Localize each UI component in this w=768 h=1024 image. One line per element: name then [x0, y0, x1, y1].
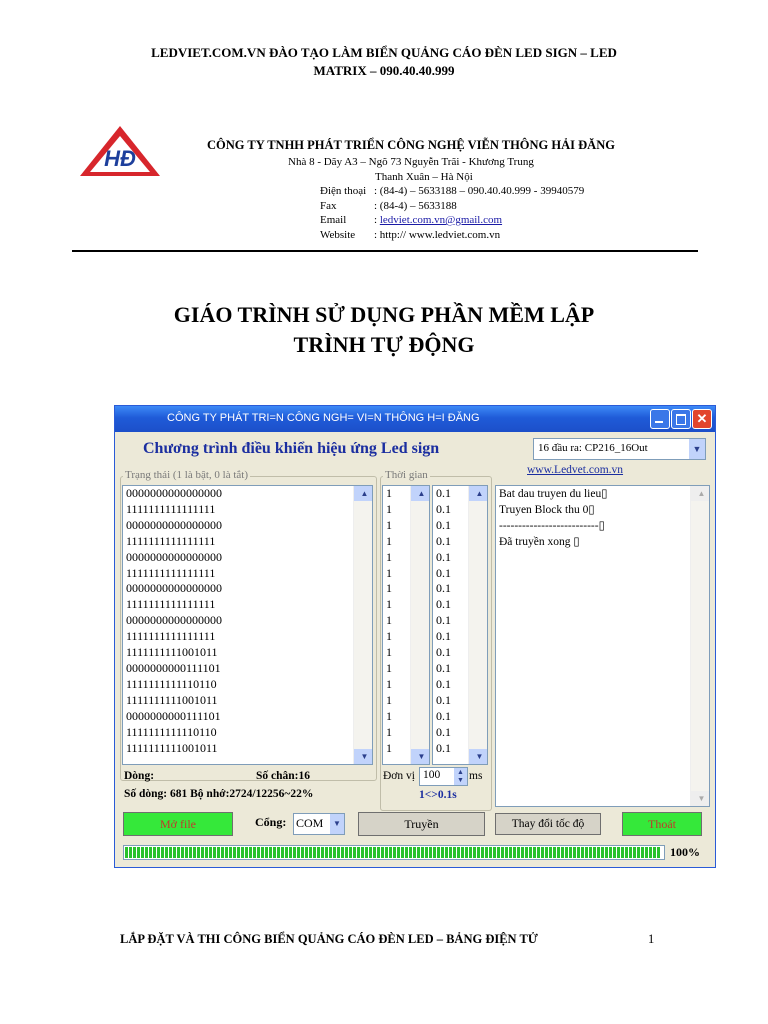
- document-title: [60, 300, 708, 360]
- count-scrollbar[interactable]: [410, 486, 429, 764]
- time-value-row[interactable]: 0.1: [436, 565, 451, 580]
- log-line[interactable]: Đã truyền xong ▯: [499, 536, 580, 548]
- website-label: Website: [320, 229, 356, 241]
- company-logo: [80, 126, 160, 176]
- state-row[interactable]: 1111111111111111: [126, 533, 216, 548]
- state-row[interactable]: 1111111111111111: [126, 629, 216, 644]
- document-title-line-1: GIÁO TRÌNH SỬ DỤNG PHẦN MỀM LẬP: [173, 302, 595, 327]
- email-sep: :: [374, 214, 380, 226]
- time-value-row[interactable]: 0.1: [436, 581, 451, 596]
- window-title: CÔNG TY PHÁT TRI=N CÔNG NGH= VI=N THÔNG H=I ĐĂNG: [167, 412, 480, 424]
- log-scrollbar[interactable]: [690, 486, 709, 806]
- log-line[interactable]: Bat dau truyen du lieu▯: [499, 488, 608, 500]
- line-label: Dòng:: [124, 770, 155, 782]
- state-row[interactable]: 1111111111110110: [126, 676, 217, 691]
- time-value-row[interactable]: 0.1: [436, 501, 451, 516]
- unit-label: Đơn vị: [383, 770, 415, 782]
- state-row[interactable]: 0000000000000000: [126, 549, 222, 564]
- time-value-row[interactable]: 0.1: [436, 740, 451, 755]
- spinner-icon[interactable]: ▲ ▼: [454, 768, 467, 785]
- header-line-1: LEDVIET.COM.VN ĐÀO TẠO LÀM BIỂN QUẢNG CÁO ĐÈN LED SIGN – LED: [151, 45, 617, 60]
- open-file-button[interactable]: Mở file: [123, 812, 233, 836]
- log-list[interactable]: [495, 485, 710, 807]
- state-row[interactable]: 1111111111001011: [126, 645, 218, 660]
- chevron-down-icon[interactable]: ▼: [330, 814, 344, 834]
- time-value-row[interactable]: 0.1: [436, 692, 451, 707]
- state-row[interactable]: 0000000000000000: [126, 517, 222, 532]
- time-count-row[interactable]: 1: [386, 486, 392, 500]
- company-address-2: Thanh Xuân – Hà Nội: [375, 171, 473, 183]
- time-count-row[interactable]: 1: [386, 517, 392, 532]
- fax-row: [320, 199, 457, 214]
- time-count-row[interactable]: 1: [386, 645, 392, 660]
- time-value-row[interactable]: 0.1: [436, 708, 451, 723]
- memory-status: Số dòng: 681 Bộ nhớ:2724/12256~22%: [124, 788, 314, 800]
- scroll-down-icon[interactable]: ▼: [469, 749, 487, 764]
- state-row[interactable]: 1111111111001011: [126, 740, 218, 755]
- website-link[interactable]: www.Ledvet.com.vn: [527, 464, 624, 476]
- time-value-row[interactable]: 0.1: [436, 517, 451, 532]
- log-line[interactable]: --------------------------▯: [499, 520, 605, 532]
- time-value-row[interactable]: 0.1: [436, 597, 451, 612]
- time-scrollbar[interactable]: [468, 486, 487, 764]
- scroll-down-icon[interactable]: ▼: [691, 791, 709, 806]
- time-count-row[interactable]: 1: [386, 740, 392, 755]
- time-count-row[interactable]: 1: [386, 629, 392, 644]
- time-value-row[interactable]: 0.1: [436, 645, 451, 660]
- unit-input-value: 100: [423, 769, 441, 781]
- company-address-1: Nhà 8 - Dãy A3 – Ngõ 73 Nguyễn Trãi - Khương Trung: [288, 156, 534, 168]
- phone-row: [320, 184, 584, 199]
- time-value-list[interactable]: [432, 485, 488, 765]
- time-count-row[interactable]: 1: [386, 581, 392, 596]
- scroll-up-icon[interactable]: ▲: [691, 486, 709, 501]
- state-row[interactable]: 0000000000000000: [126, 486, 222, 500]
- page-number: 1: [648, 932, 655, 946]
- time-value-row[interactable]: 0.1: [436, 724, 451, 739]
- email-label: Email: [320, 214, 347, 226]
- website-row: [320, 228, 500, 243]
- time-value-row[interactable]: 0.1: [436, 533, 451, 548]
- window-body: [117, 434, 713, 865]
- scroll-up-icon[interactable]: ▲: [469, 486, 487, 501]
- state-group-label: Trạng thái (1 là bật, 0 là tắt): [125, 469, 249, 481]
- time-value-row[interactable]: 0.1: [436, 549, 451, 564]
- app-window: [114, 405, 716, 868]
- logo-text: HĐ: [104, 146, 136, 171]
- log-line[interactable]: Truyen Block thu 0▯: [499, 504, 595, 516]
- state-row[interactable]: 0000000000111101: [126, 708, 221, 723]
- scroll-down-icon[interactable]: ▼: [354, 749, 372, 764]
- state-row[interactable]: 1111111111001011: [126, 692, 218, 707]
- fax-label: Fax: [320, 200, 337, 212]
- time-ratio: 1<>0.1s: [419, 789, 457, 801]
- time-value-row[interactable]: 0.1: [436, 486, 451, 500]
- state-row[interactable]: 1111111111110110: [126, 724, 217, 739]
- port-label: Cổng:: [255, 815, 287, 829]
- time-count-row[interactable]: 1: [386, 549, 392, 564]
- time-count-row[interactable]: 1: [386, 613, 392, 628]
- unit-input[interactable]: [419, 767, 468, 786]
- header-divider: [72, 250, 698, 252]
- state-row[interactable]: 0000000000000000: [126, 581, 222, 596]
- email-row: [320, 213, 502, 228]
- time-count-row[interactable]: 1: [386, 724, 392, 739]
- state-row[interactable]: 1111111111111111: [126, 597, 216, 612]
- email-link[interactable]: ledviet.com.vn@gmail.com: [379, 214, 503, 226]
- page-footer: LẮP ĐẶT VÀ THI CÔNG BIỂN QUẢNG CÁO ĐÈN LED – BẢNG ĐIỆN TỬ: [120, 932, 538, 946]
- state-row[interactable]: 1111111111111111: [126, 501, 216, 516]
- fax-value: : (84-4) – 5633188: [374, 200, 457, 212]
- time-count-row[interactable]: 1: [386, 692, 392, 707]
- exit-button[interactable]: Thoát: [622, 812, 702, 836]
- pin-count: Số chân:16: [256, 770, 310, 782]
- time-count-row[interactable]: 1: [386, 533, 392, 548]
- time-count-list[interactable]: [382, 485, 430, 765]
- window-titlebar[interactable]: [115, 406, 715, 432]
- minimize-icon[interactable]: [650, 409, 670, 429]
- port-select[interactable]: [293, 813, 345, 835]
- time-value-row[interactable]: 0.1: [436, 613, 451, 628]
- scroll-down-icon[interactable]: ▼: [411, 749, 429, 764]
- output-select[interactable]: [533, 438, 706, 460]
- state-row[interactable]: 1111111111111111: [126, 565, 216, 580]
- header-line-2: MATRIX – 090.40.40.999: [313, 63, 455, 78]
- time-count-row[interactable]: 1: [386, 597, 392, 612]
- app-title: Chương trình điều khiển hiệu ứng Led sign: [143, 440, 440, 457]
- company-name: CÔNG TY TNHH PHÁT TRIỂN CÔNG NGHỆ VIỄN THÔNG HẢI ĐĂNG: [207, 138, 615, 152]
- document-title-line-2: TRÌNH TỰ ĐỘNG: [293, 332, 475, 357]
- scroll-up-icon[interactable]: ▲: [354, 486, 372, 501]
- maximize-icon[interactable]: [671, 409, 691, 429]
- time-group-label: Thời gian: [385, 469, 428, 481]
- output-select-value: 16 đầu ra: CP216_16Out: [538, 442, 648, 454]
- phone-value: : (84-4) – 5633188 – 090.40.40.999 - 39940579: [374, 185, 585, 197]
- state-list[interactable]: [122, 485, 373, 765]
- time-count-row[interactable]: 1: [386, 676, 392, 691]
- website-value: : http:// www.ledviet.com.vn: [374, 229, 501, 241]
- time-value-row[interactable]: 0.1: [436, 660, 451, 675]
- change-speed-button[interactable]: Thay đổi tốc độ: [495, 813, 601, 835]
- time-count-row[interactable]: 1: [386, 501, 392, 516]
- close-icon[interactable]: ✕: [692, 409, 712, 429]
- state-row[interactable]: 0000000000111101: [126, 660, 221, 675]
- port-select-value: COM: [296, 816, 324, 830]
- progress-fill: [125, 847, 661, 858]
- send-button[interactable]: Truyền: [358, 812, 485, 836]
- unit-ms: ms: [469, 770, 483, 782]
- time-count-row[interactable]: 1: [386, 565, 392, 580]
- time-count-row[interactable]: 1: [386, 660, 392, 675]
- scroll-up-icon[interactable]: ▲: [411, 486, 429, 501]
- progress-text: 100%: [670, 845, 700, 859]
- progress-bar: [123, 845, 665, 860]
- state-scrollbar[interactable]: [353, 486, 372, 764]
- document-header: [60, 44, 708, 80]
- time-value-row[interactable]: 0.1: [436, 629, 451, 644]
- state-row[interactable]: 0000000000000000: [126, 613, 222, 628]
- chevron-down-icon[interactable]: ▼: [689, 439, 705, 459]
- time-value-row[interactable]: 0.1: [436, 676, 451, 691]
- phone-label: Điện thoại: [320, 185, 367, 197]
- time-count-row[interactable]: 1: [386, 708, 392, 723]
